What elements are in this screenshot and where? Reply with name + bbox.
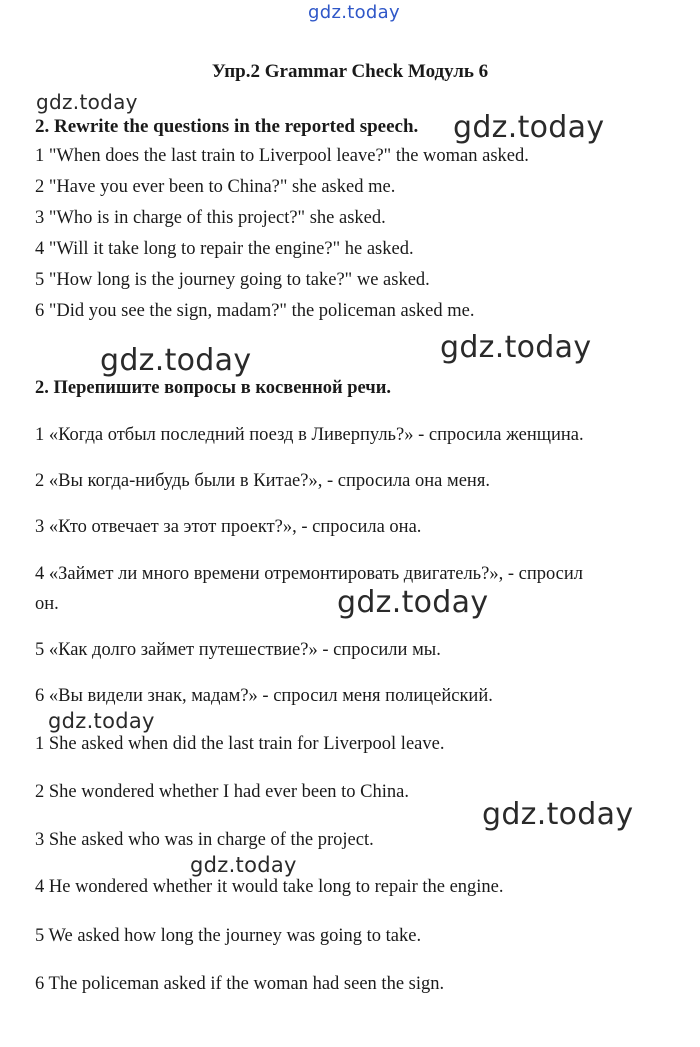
question-4: 4 "Will it take long to repair the engine?" he asked.	[35, 239, 414, 259]
question-ru-3: 3 «Кто отвечает за этот проект?», - спросила она.	[35, 517, 422, 537]
answer-5: 5 We asked how long the journey was going to take.	[35, 926, 422, 946]
answer-3: 3 She asked who was in charge of the project.	[35, 830, 374, 850]
answer-4: 4 He wondered whether it would take long to repair the engine.	[35, 877, 504, 897]
watermark-top: gdz.today	[308, 2, 400, 23]
watermark: gdz.today	[482, 797, 634, 832]
page-title: Упр.2 Grammar Check Модуль 6	[211, 61, 489, 82]
watermark: gdz.today	[337, 585, 489, 620]
question-ru-5: 5 «Как долго займет путешествие?» - спросили мы.	[35, 640, 441, 660]
question-ru-6: 6 «Вы видели знак, мадам?» - спросил меня полицейский.	[35, 686, 493, 706]
question-ru-4: 4 «Займет ли много времени отремонтировать двигатель?», - спросил	[35, 564, 584, 584]
answer-2: 2 She wondered whether I had ever been to China.	[35, 782, 409, 802]
task-heading-en: 2. Rewrite the questions in the reported speech.	[35, 116, 419, 137]
watermark: gdz.today	[440, 330, 592, 365]
watermark: gdz.today	[453, 110, 605, 145]
question-6: 6 "Did you see the sign, madam?" the policeman asked me.	[35, 301, 475, 321]
watermark: gdz.today	[100, 343, 252, 378]
question-ru-4-cont: он.	[35, 594, 59, 614]
task-heading-ru: 2. Перепишите вопросы в косвенной речи.	[35, 378, 392, 398]
watermark: gdz.today	[36, 90, 138, 114]
question-ru-2: 2 «Вы когда-нибудь были в Китае?», - спросила она меня.	[35, 471, 490, 491]
question-ru-1: 1 «Когда отбыл последний поезд в Ливерпуль?» - спросила женщина.	[35, 425, 584, 445]
question-5: 5 "How long is the journey going to take?" we asked.	[35, 270, 430, 290]
question-3: 3 "Who is in charge of this project?" she asked.	[35, 208, 386, 228]
answer-1: 1 She asked when did the last train for Liverpool leave.	[35, 734, 445, 754]
watermark: gdz.today	[48, 709, 155, 733]
watermark: gdz.today	[190, 853, 297, 877]
answer-6: 6 The policeman asked if the woman had seen the sign.	[35, 974, 445, 994]
question-1: 1 "When does the last train to Liverpool leave?" the woman asked.	[35, 146, 529, 166]
question-2: 2 "Have you ever been to China?" she asked me.	[35, 177, 396, 197]
